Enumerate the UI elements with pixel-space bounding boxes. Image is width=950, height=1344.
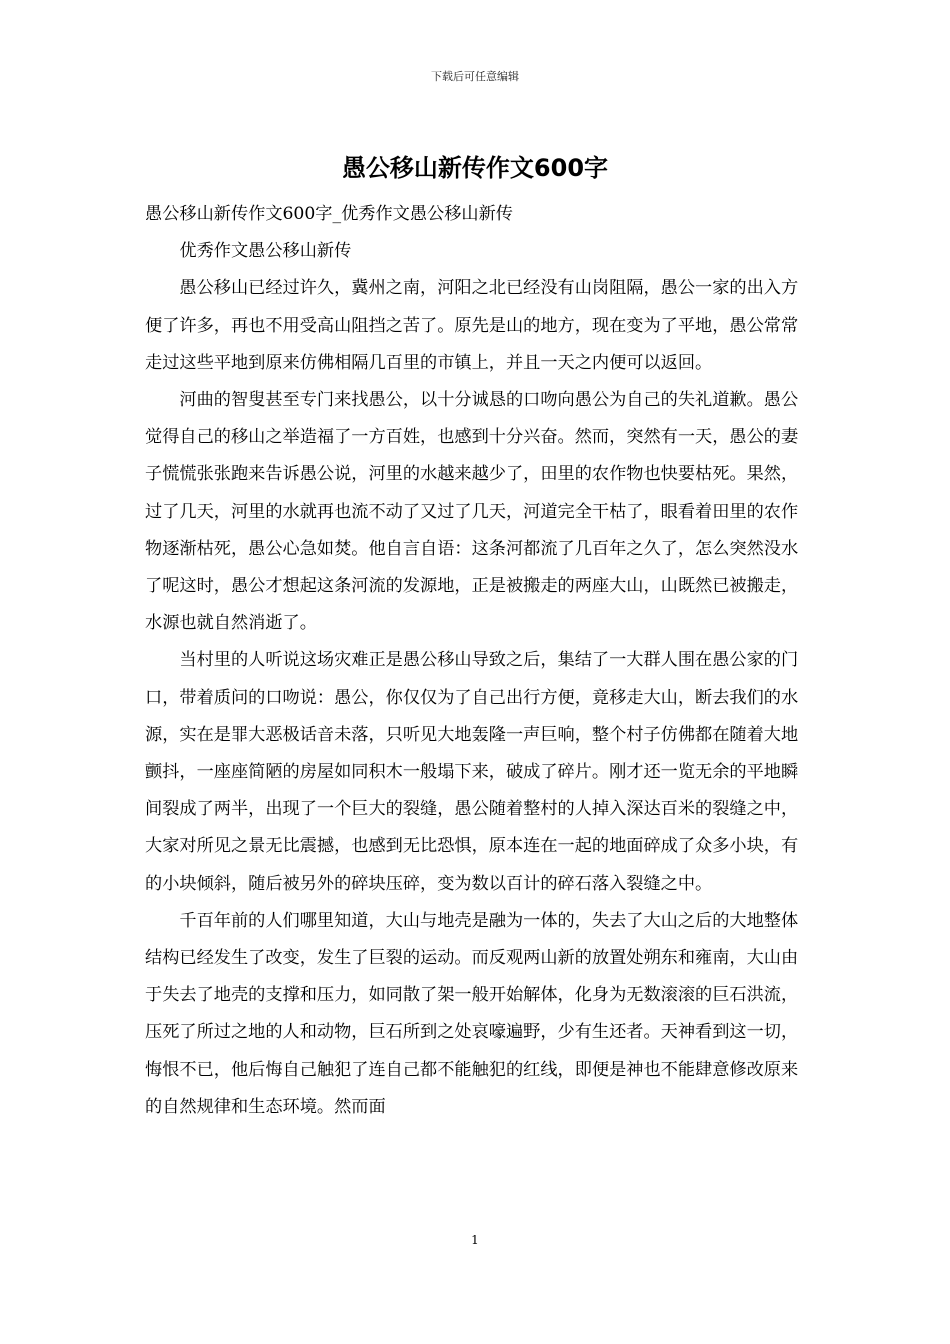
header-note: 下载后可任意编辑 xyxy=(431,70,519,83)
paragraph-heading: 优秀作文愚公移山新传 xyxy=(179,241,352,262)
page-number: 1 xyxy=(471,1233,479,1247)
document-subtitle: 愚公移山新传作文600字_优秀作文愚公移山新传 xyxy=(145,204,513,224)
document-body xyxy=(145,196,809,1126)
paragraph: 河曲的智叟甚至专门来找愚公，以十分诚恳的口吻向愚公为自己的失礼道歉。愚公觉得自己的移山之举造福了一方百姓，也感到十分兴奋。然而，突然有一天，愚公的妻子慌慌张张跑来告诉愚公说，河里的水越来越少了，田里的农作物也快要枯死。果然，过了几天，河里的水就再也流不动了又过了几天，河道完全干枯了，眼看着田里的农作物逐渐枯死，愚公心急如焚。他自言自语：这条河都流了几百年之久了，怎么突然没水了呢这时，愚公才想起这条河流的发源地，正是被搬走的两座大山，山既然已被搬走，水源也就自然消逝了。 xyxy=(145,390,799,634)
document-title: 愚公移山新传作文600字 xyxy=(341,154,609,182)
paragraph: 愚公移山已经过许久，冀州之南，河阳之北已经没有山岗阻隔，愚公一家的出入方便了许多，再也不用受高山阻挡之苦了。原先是山的地方，现在变为了平地，愚公常常走过这些平地到原来仿佛相隔几百里的市镇上，并且一天之内便可以返回。 xyxy=(145,278,799,373)
paragraph: 千百年前的人们哪里知道，大山与地壳是融为一体的，失去了大山之后的大地整体结构已经发生了改变，发生了巨裂的运动。而反观两山新的放置处朔东和雍南，大山由于失去了地壳的支撑和压力，如同散了架一般开始解体，化身为无数滚滚的巨石洪流，压死了所过之地的人和动物，巨石所到之处哀嚎遍野，少有生还者。天神看到这一切，悔恨不已，他后悔自己触犯了连自己都不能触犯的红线，即便是神也不能肆意修改原来的自然规律和生态环境。然而面 xyxy=(145,910,799,1117)
paragraph: 当村里的人听说这场灾难正是愚公移山导致之后，集结了一大群人围在愚公家的门口，带着质问的口吻说：愚公，你仅仅为了自己出行方便，竟移走大山，断去我们的水源，实在是罪大恶极话音未落，只听见大地轰隆一声巨响，整个村子仿佛都在随着大地颤抖，一座座简陋的房屋如同积木一般塌下来，破成了碎片。刚才还一览无余的平地瞬间裂成了两半，出现了一个巨大的裂缝，愚公随着整村的人掉入深达百米的裂缝之中，大家对所见之景无比震撼，也感到无比恐惧，原本连在一起的地面碎成了众多小块，有的小块倾斜，随后被另外的碎块压碎，变为数以百计的碎石落入裂缝之中。 xyxy=(145,650,799,894)
